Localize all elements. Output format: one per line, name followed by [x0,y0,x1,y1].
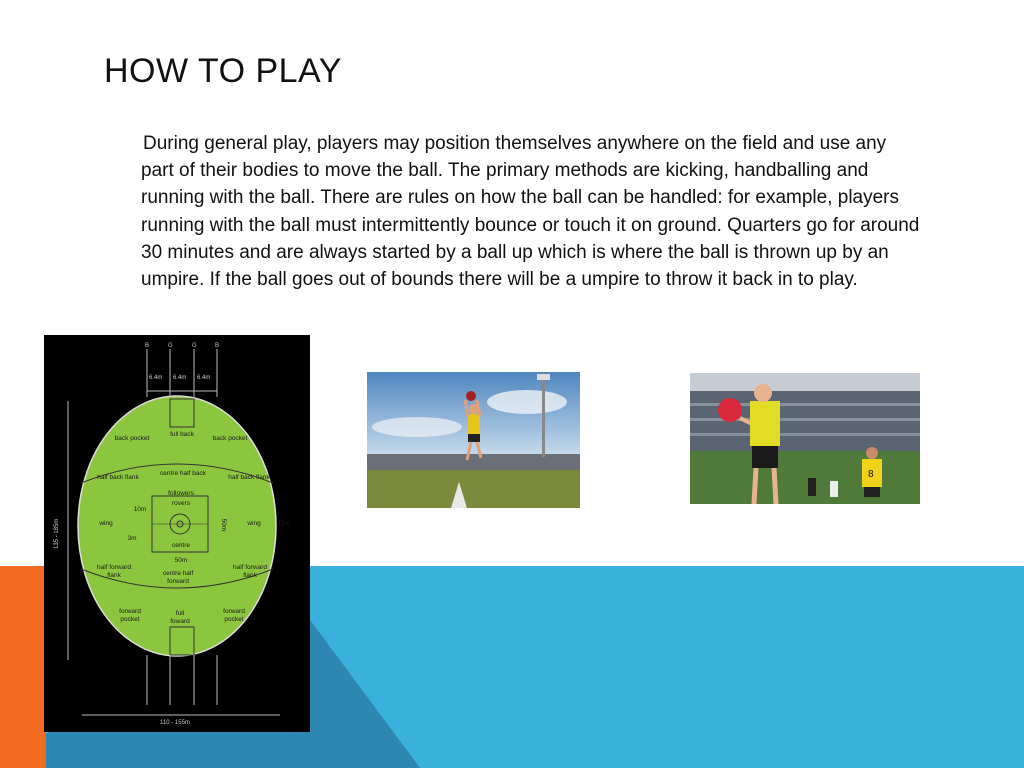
slide-title: HOW TO PLAY [104,52,342,90]
paragraph-text: During general play, players may position themselves anywhere on the field and use any part of their bodies to move the ball. The primary methods are kicking, handballing and running with the ball. There are rules on how the ball can be handled: for example, players running with the ball must intermittently bounce or touch it on ground. Quarters go for around 30 minutes and are always started by a ball up which is where the ball is thrown up by an umpire. If the ball goes out of bounds there will be a umpire to throw it back in to play. [141,133,920,291]
body-paragraph [141,130,921,293]
length-label: 135 - 185m [54,518,60,549]
post-label: G [168,343,173,349]
pos-followers: followers [168,490,194,497]
goal-width-label: 6.4m [197,375,211,381]
pos-half-back-flank-left: half back flank [97,474,139,481]
pos-full-back: full back [170,431,194,438]
pos-wing-right: wing [247,520,261,527]
dim-square-side: 50m [220,518,227,532]
photo-umpire [690,373,920,504]
label-line: half forward [233,564,267,571]
dim-circle: 10m [133,506,147,513]
label-line: foward [170,618,190,625]
pos-rovers: rovers [171,500,191,507]
post-label: B [145,343,150,349]
pos-forward-pocket-right [223,608,245,623]
label-line: forward [223,608,245,615]
pos-centre-half-back: centre half back [160,470,206,477]
dim-square-bottom: 50m [174,557,188,564]
pos-forward-pocket-left [119,608,141,623]
label-line: pocket [224,616,244,623]
post-label: B [215,343,220,349]
pos-half-back-flank-right: half back flank [228,474,270,481]
label-line: half forward [97,564,131,571]
goal-width-label: 6.4m [173,375,187,381]
width-label: 110 - 155m [160,720,190,726]
field-diagram [44,335,310,732]
label-line: forward [167,578,189,585]
pos-back-pocket-left: back pocket [114,435,150,442]
pos-wing-left: wing [99,520,113,527]
pos-centre-half-forward [163,570,194,585]
dim-boundary: 15m [277,520,291,527]
label-line: flank [107,572,121,579]
background-orange-band [0,566,46,768]
pos-back-pocket-right: back pocket [212,435,248,442]
dim-inner-circle: 3m [127,535,137,542]
label-line: forward [119,608,141,615]
label-line: flank [243,572,257,579]
pos-centre: centre [171,542,191,549]
svg-text:8: 8 [868,469,874,480]
label-line: full [175,610,185,617]
photo-player-jump [367,372,580,508]
label-line: centre half [162,570,194,577]
goal-width-label: 6.4m [149,375,163,381]
post-label: G [192,343,197,349]
label-line: pocket [120,616,140,623]
